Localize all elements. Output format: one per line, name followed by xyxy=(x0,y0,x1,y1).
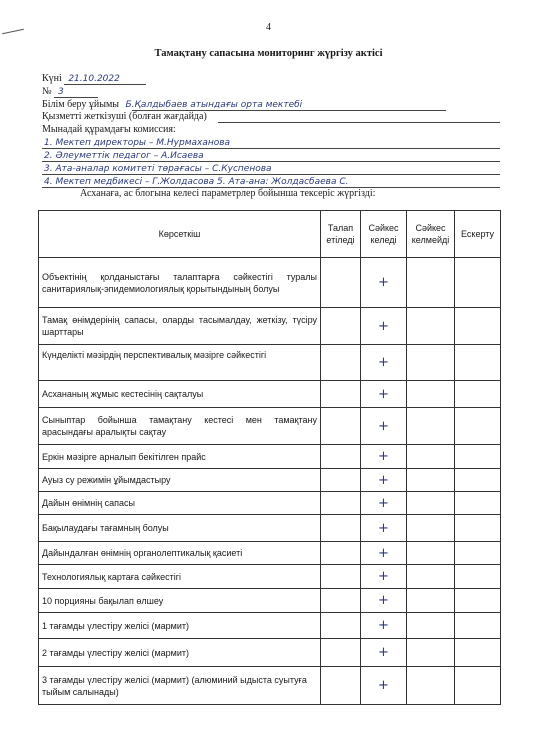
row-required xyxy=(321,258,361,308)
row-note xyxy=(455,542,501,565)
row-required xyxy=(321,565,361,589)
row-complies-mark: + xyxy=(361,345,407,381)
row-required xyxy=(321,345,361,381)
row-indicator: Тамақ өнімдерінің сапасы, оларды тасымалдау, жеткізу, түсіру шарттары xyxy=(39,308,321,345)
row-indicator: Асхананың жұмыс кестесінің сақталуы xyxy=(39,381,321,408)
row-complies-mark: + xyxy=(361,469,407,492)
row-required xyxy=(321,308,361,345)
table-row xyxy=(39,589,501,613)
row-not-complies xyxy=(407,639,455,667)
supplier-label: Қызметті жеткізуші (болған жағдайда) xyxy=(42,111,207,122)
row-not-complies xyxy=(407,565,455,589)
table-row xyxy=(39,469,501,492)
table-row xyxy=(39,381,501,408)
row-indicator: Еркін мәзірге арналып бекітілген прайс xyxy=(39,445,321,469)
row-complies-mark: + xyxy=(361,408,407,445)
inspection-table xyxy=(38,210,501,705)
intro-text: Асханаға, ас блогына келесі параметрлер бойынша тексеріс жүргізді: xyxy=(80,188,376,199)
commission-field xyxy=(42,123,176,136)
row-complies-mark: + xyxy=(361,515,407,542)
row-required xyxy=(321,542,361,565)
row-not-complies xyxy=(407,589,455,613)
header-complies: Сәйкес келеді xyxy=(361,211,407,258)
row-note xyxy=(455,445,501,469)
row-complies-mark: + xyxy=(361,667,407,705)
commission-label: Мынадай құрамдағы комиссия: xyxy=(42,124,176,135)
row-not-complies xyxy=(407,445,455,469)
table-row xyxy=(39,492,501,515)
row-not-complies xyxy=(407,542,455,565)
row-complies-mark: + xyxy=(361,308,407,345)
supplier-underline xyxy=(218,122,500,123)
row-complies-mark: + xyxy=(361,381,407,408)
table-row xyxy=(39,308,501,345)
row-indicator: 3 тағамды үлестіру желісі (мармит) (алюминий ыдыста суытуға тыйым салынады) xyxy=(39,667,321,705)
row-indicator: Күнделікті мәзірдің перспективалық мәзірге сәйкестігі xyxy=(39,345,321,381)
row-not-complies xyxy=(407,667,455,705)
school-label: Білім беру ұйымы xyxy=(42,99,119,110)
row-indicator: Технологиялық картаға сәйкестігі xyxy=(39,565,321,589)
row-note xyxy=(455,613,501,639)
row-note xyxy=(455,565,501,589)
row-note xyxy=(455,308,501,345)
row-required xyxy=(321,492,361,515)
row-note xyxy=(455,492,501,515)
row-required xyxy=(321,515,361,542)
row-required xyxy=(321,613,361,639)
row-indicator: Дайындалған өнімнің органолептикалық қасиеті xyxy=(39,542,321,565)
row-note xyxy=(455,469,501,492)
row-required xyxy=(321,445,361,469)
table-row xyxy=(39,667,501,705)
row-indicator: Бақылаудағы тағамның болуы xyxy=(39,515,321,542)
row-not-complies xyxy=(407,515,455,542)
row-complies-mark: + xyxy=(361,445,407,469)
row-indicator: 2 тағамды үлестіру желісі (мармит) xyxy=(39,639,321,667)
row-required xyxy=(321,469,361,492)
row-not-complies xyxy=(407,408,455,445)
row-complies-mark: + xyxy=(361,565,407,589)
row-indicator: Ауыз су режимін ұйымдастыру xyxy=(39,469,321,492)
header-indicator: Көрсеткіш xyxy=(39,211,321,258)
commission-member-1: 1. Мектеп директоры – М.Нурмаханова xyxy=(44,138,231,148)
table-header-row xyxy=(39,211,501,258)
row-not-complies xyxy=(407,492,455,515)
row-note xyxy=(455,381,501,408)
date-label: Күні xyxy=(42,73,62,84)
row-indicator: Сыныптар бойынша тамақтану кестесі мен тамақтану арасындағы аралықты сақтау xyxy=(39,408,321,445)
row-note xyxy=(455,639,501,667)
row-not-complies xyxy=(407,381,455,408)
commission-member-3: 3. Ата-аналар комитеті төрағасы – С.Куспенова xyxy=(44,164,272,174)
table-row xyxy=(39,613,501,639)
row-complies-mark: + xyxy=(361,589,407,613)
number-value: 3 xyxy=(58,87,64,97)
table-row xyxy=(39,639,501,667)
row-note xyxy=(455,408,501,445)
table-row xyxy=(39,542,501,565)
number-label: № xyxy=(42,86,52,97)
table-row xyxy=(39,408,501,445)
row-complies-mark: + xyxy=(361,258,407,308)
row-required xyxy=(321,639,361,667)
row-not-complies xyxy=(407,469,455,492)
header-not-complies: Сәйкес келмейді xyxy=(407,211,455,258)
row-complies-mark: + xyxy=(361,639,407,667)
table-row xyxy=(39,345,501,381)
document-title: Тамақтану сапасына мониторинг жүргізу актісі xyxy=(154,48,383,59)
commission-member-4: 4. Мектеп медбикесі – Г.Жолдасова 5. Ата-ана: Жолдасбаева С. xyxy=(44,177,349,187)
row-complies-mark: + xyxy=(361,542,407,565)
row-indicator: Объектінің қолданыстағы талаптарға сәйкестігі туралы санитариялық-эпидемиологиялық қорытындының болуы xyxy=(39,258,321,308)
table-row xyxy=(39,258,501,308)
row-complies-mark: + xyxy=(361,613,407,639)
commission-member-2: 2. Әлеуметтік педагог – А.Исаева xyxy=(44,151,204,161)
row-not-complies xyxy=(407,308,455,345)
row-indicator: 10 порцияны бақылап өлшеу xyxy=(39,589,321,613)
row-indicator: 1 тағамды үлестіру желісі (мармит) xyxy=(39,613,321,639)
date-underline xyxy=(64,84,146,85)
row-note xyxy=(455,515,501,542)
date-value: 21.10.2022 xyxy=(68,74,120,84)
row-required xyxy=(321,381,361,408)
table-row xyxy=(39,565,501,589)
table-row xyxy=(39,515,501,542)
row-required xyxy=(321,667,361,705)
page-number: 4 xyxy=(266,22,271,33)
table-row xyxy=(39,445,501,469)
supplier-field xyxy=(42,110,207,123)
row-note xyxy=(455,258,501,308)
row-required xyxy=(321,408,361,445)
row-not-complies xyxy=(407,613,455,639)
row-complies-mark: + xyxy=(361,492,407,515)
header-note: Ескерту xyxy=(455,211,501,258)
row-note xyxy=(455,345,501,381)
row-note xyxy=(455,589,501,613)
row-not-complies xyxy=(407,345,455,381)
row-note xyxy=(455,667,501,705)
header-required: Талап етіледі xyxy=(321,211,361,258)
row-indicator: Дайын өнімнің сапасы xyxy=(39,492,321,515)
school-value: Б.Қалдыбаев атындағы орта мектебі xyxy=(125,100,303,110)
row-not-complies xyxy=(407,258,455,308)
row-required xyxy=(321,589,361,613)
